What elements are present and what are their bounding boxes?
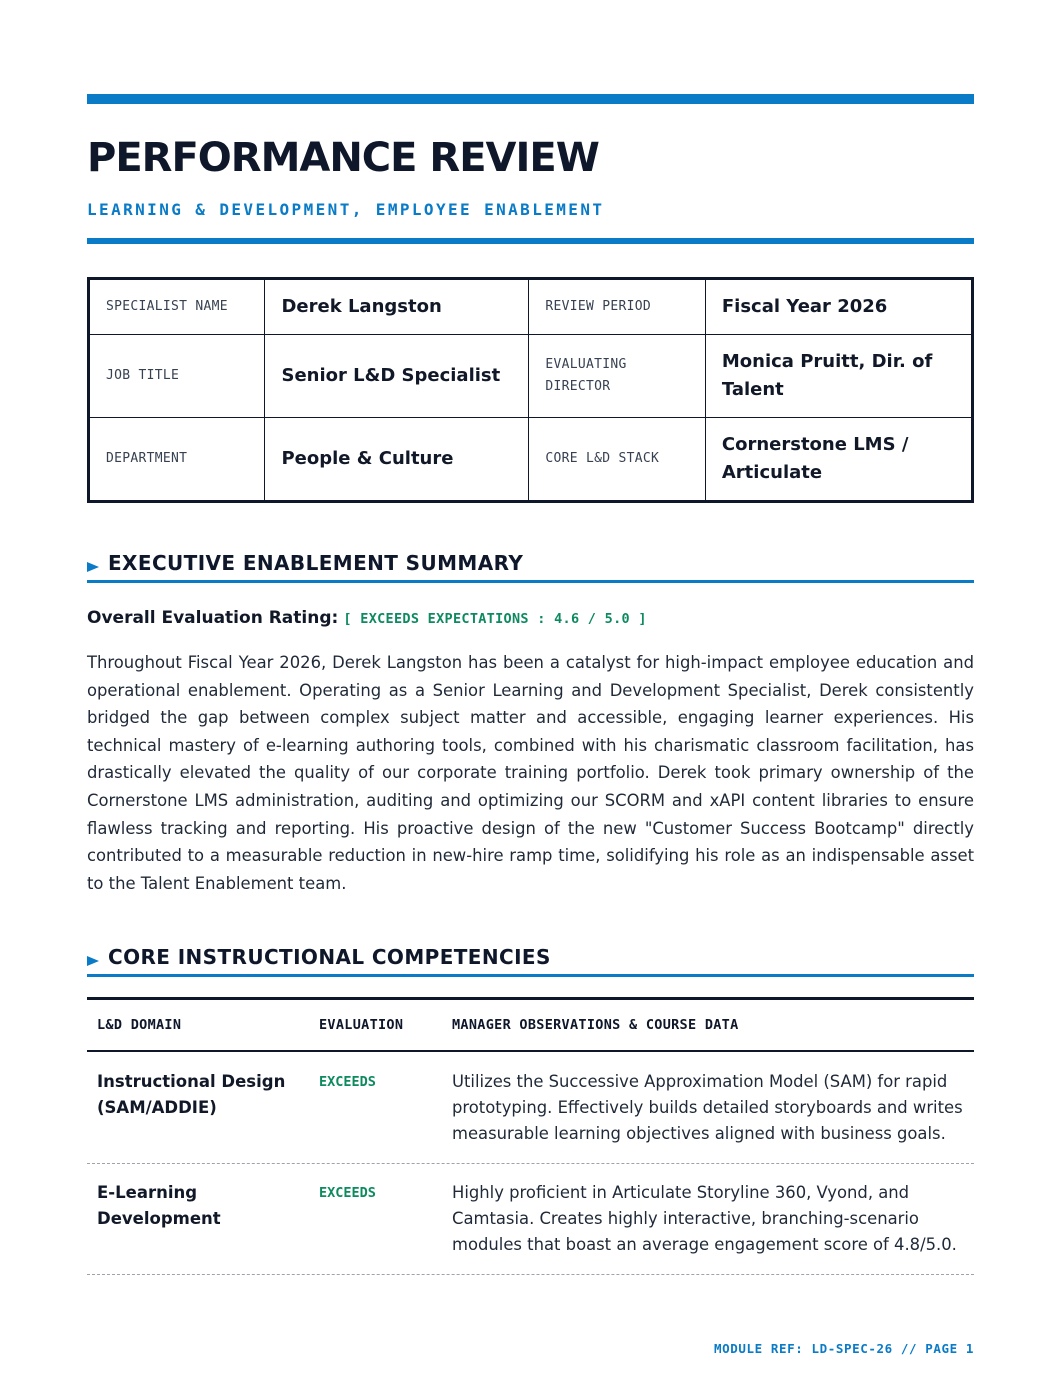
core-stack-value: Cornerstone LMS / Articulate: [705, 418, 972, 502]
triangle-right-icon: [87, 956, 99, 966]
department-value: People & Culture: [265, 418, 529, 502]
row-divider: [87, 1274, 974, 1275]
page-subtitle: LEARNING & DEVELOPMENT, EMPLOYEE ENABLEMENT: [87, 200, 605, 219]
summary-heading-text: EXECUTIVE ENABLEMENT SUMMARY: [108, 551, 524, 575]
page-footer: MODULE REF: LD-SPEC-26 // PAGE 1: [713, 1341, 974, 1356]
column-header-observations: MANAGER OBSERVATIONS & COURSE DATA: [452, 1017, 739, 1033]
info-row: [89, 335, 973, 418]
summary-paragraph: Throughout Fiscal Year 2026, Derek Langston has been a catalyst for high-impact employee education and operational enablement. Operating as a Senior Learning and Development Specialist, Derek consistently bridged the gap between complex subject matter and accessible, engaging learner experiences. His technical mastery of e-learning authoring tools, combined with his charismatic classroom facilitation, has drastically elevated the quality of our corporate training portfolio. Derek took primary ownership of the Cornerstone LMS administration, auditing and optimizing our SCORM and xAPI content libraries to ensure flawless tracking and reporting. His proactive design of the new "Customer Success Bootcamp" directly contributed to a measurable reduction in new-hire ramp time, solidifying his role as an indispensable asset to the Talent Enablement team.: [87, 653, 974, 893]
specialist-name-label: SPECIALIST NAME: [89, 279, 265, 335]
competency-header-rule: [87, 1050, 974, 1052]
overall-rating: [87, 606, 974, 631]
specialist-name-value: Derek Langston: [265, 279, 529, 335]
rating-label: Overall Evaluation Rating:: [87, 608, 339, 628]
review-period-label: REVIEW PERIOD: [529, 279, 705, 335]
observation-cell: Highly proficient in Articulate Storyline 360, Vyond, and Camtasia. Creates highly interactive, branching-scenario modules that boast an average engagement score of 4.8/5.0.: [452, 1183, 957, 1255]
domain-cell: Instructional Design (SAM/ADDIE): [97, 1072, 286, 1117]
rating-value: [ EXCEEDS EXPECTATIONS : 4.6 / 5.0 ]: [343, 611, 647, 627]
evaluation-badge: EXCEEDS: [319, 1074, 376, 1090]
evaluation-badge: EXCEEDS: [319, 1185, 376, 1201]
department-label: DEPARTMENT: [89, 418, 265, 502]
page-title: PERFORMANCE REVIEW: [87, 135, 599, 181]
section-rule: [87, 974, 974, 977]
core-stack-label: CORE L&D STACK: [529, 418, 705, 502]
header-bottom-rule: [87, 238, 974, 244]
column-header-evaluation: EVALUATION: [319, 1017, 404, 1033]
info-row: [89, 279, 973, 335]
competency-table-top-rule: [87, 997, 974, 1000]
section-rule: [87, 580, 974, 583]
review-period-value: Fiscal Year 2026: [705, 279, 972, 335]
job-title-value: Senior L&D Specialist: [265, 335, 529, 418]
job-title-label: JOB TITLE: [89, 335, 265, 418]
info-row: [89, 418, 973, 502]
evaluating-director-value: Monica Pruitt, Dir. of Talent: [705, 335, 972, 418]
competencies-heading-text: CORE INSTRUCTIONAL COMPETENCIES: [108, 945, 551, 969]
employee-info-table: [87, 277, 974, 503]
header-top-rule: [87, 94, 974, 104]
domain-cell: E-Learning Development: [97, 1183, 221, 1228]
observation-cell: Utilizes the Successive Approximation Model (SAM) for rapid prototyping. Effectively builds detailed storyboards and writes measurable learning objectives aligned with business goals.: [452, 1072, 963, 1144]
performance-review-page: [87, 0, 974, 1392]
column-header-domain: L&D DOMAIN: [97, 1017, 182, 1033]
row-divider: [87, 1163, 974, 1164]
evaluating-director-label: EVALUATING DIRECTOR: [529, 335, 705, 418]
triangle-right-icon: [87, 562, 99, 572]
